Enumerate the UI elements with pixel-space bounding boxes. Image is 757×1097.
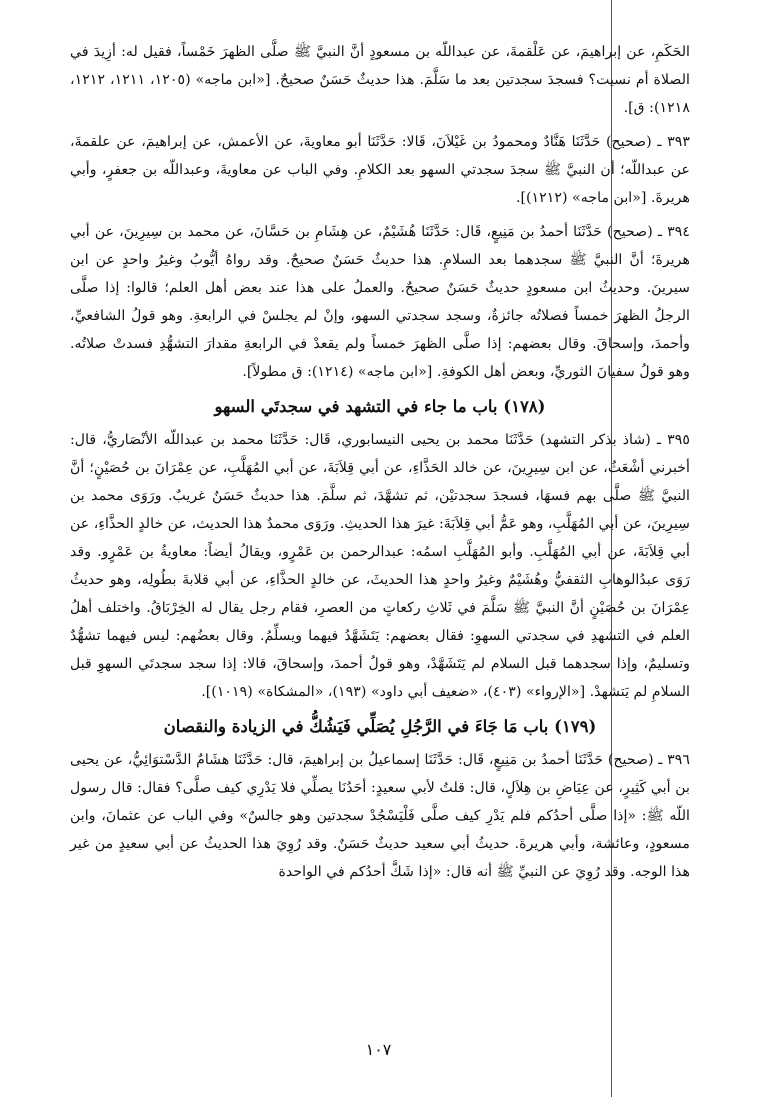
- hadith-395: ٣٩٥ ـ (شاذ بذكر التشهد) حَدَّثَنَا محمد بن يحيى النيسابوري، قَال: حَدَّثَنَا محمد بن عبداللّه الأنْصَاريُّ، قال: أخبرني أشْعَثُ، عن ابن سِيرِينَ، عن خالد الحَذَّاءِ، عن أبي قِلاَبَةَ، عن أبي المُهَلَّبِ، عن عِمْرَانَ بن حُصَيْنٍ؛ أنَّ النبيَّ ﷺ صلَّى بهم فسهَا، فسجدَ سجدتيْن، ثم تشهَّدَ، ثم سلَّمَ. هذا حديثٌ حَسَنٌ غريبٌ. ورَوَى محمد بن سِيرِينَ، عن أبي المُهَلَّبِ، وهو عَمُّ أبي قِلاَبَةَ: غيرَ هذا الحديثِ. ورَوَى محمدٌ هذا الحديث، عن خالدٍ الحذَّاءِ، عن أبي قِلاَبَةَ، عن أبي المُهَلَّبِ. وأبو المُهَلَّبِ اسمُه: عبدالرحمن بن عَمْرٍو، ويقالُ أيضاً: معاويةُ بن عَمْرٍو. وقد رَوَى عبدُالوهابِ الثقفيُّ وهُشَيْمٌ وغيرُ واحدٍ هذا الحديثَ، عن خالدٍ الحذَّاءِ، عن أبي قلابةَ بطُولِه، وهو حديثُ عِمْرَانَ بن حُصَيْنٍ أنَّ النبيَّ ﷺ سَلَّمَ في ثَلاثِ ركعاتٍ من العصرِ، فقام رجل يقال له الخِرْبَاقُ. واختلف أهلُ العلم في التشهدِ في سجدتي السهوِ: فقال بعضهم: يَتَشَهَّدُ فيهما ويسلِّمُ. وقال بعضُهم: ليس فيهما تشهُّدٌ وتسليمٌ، وإذا سجدهما قبل السلام لم يَتَشَهَّدْ، وهو قولُ أحمدَ، وإسحاقَ، قالا: إذا سجد سجدتَي السهوِ قبل السلامِ لم يَتشهدْ. [«الإرواء» (٤٠٣)، «ضعيف أبي داود» (١٩٣)، «المشكاة» (١٠١٩)].: [70, 432, 690, 700]
- paragraph-392-end: الحَكَمِ، عن إبراهيمَ، عن عَلْقمةَ، عن عبداللّه بن مسعودٍ أنَّ النبيَّ ﷺ صلَّى الظهرَ خَمْساً، فقيل له: أزِيدَ في الصلاة أم نسيت؟ فسجدَ سجدتين بعد ما سَلَّمَ. هذا حديثٌ حَسَنٌ صحيحٌ. [«ابن ماجه» (١٢٠٥، ١٢١١، ١٢١٢، ١٢١٨): ق].: [70, 44, 690, 116]
- hadith-394: ٣٩٤ ـ (صحيح) حَدَّثَنَا أحمدُ بن مَنِيعٍ، قَال: حَدَّثَنَا هُشَيْمٌ، عن هِشَامِ بن حَسَّانَ، عن محمد بن سِيرِينَ، عن أبي هريرةَ؛ أنَّ النبيَّ ﷺ سجدهما بعد السلامِ. هذا حديثٌ حَسَنٌ صحيحٌ. وقد رواهُ أيُّوبُ وغيرُ واحدٍ عن ابن سيرينَ. وحديثُ ابن مسعودٍ حديثٌ حَسَنٌ صحيحٌ. والعملُ على هذا عند بعض أهل العلم؛ قالوا: إذا صلَّى الرجلُ الظهرَ خمساً فصلاتُه جائزةٌ، وسجد سجدتي السهو، وإنْ لم يجلسْ في الرابعةِ. وهو قولُ الشافعيِّ، وأحمدَ، وإسحاقَ. وقال بعضهم: إذا صلَّى الظهرَ خمساً ولم يقعدْ في الرابعةِ مقدارَ التشهُّدِ فسدتْ صلاتُه. وهو قولُ سفيانَ الثوريِّ، وبعض أهل الكوفةِ. [«ابن ماجه» (١٢١٤): ق مطولاً].: [70, 224, 690, 380]
- text-column: [70, 38, 690, 892]
- chapter-179-heading: (١٧٩) باب مَا جَاءَ في الرَّجُلِ يُصَلِّي فَيَشُكُّ في الزيادة والنقصان: [163, 717, 597, 736]
- page-number: ١٠٧: [365, 1040, 392, 1059]
- hadith-396: ٣٩٦ ـ (صحيح) حَدَّثَنَا أحمدُ بن مَنِيعٍ، قَال: حَدَّثَنَا إسماعيلُ بن إبراهيمَ، قال: حَدَّثَنَا هشَامٌ الدَّسْتوَائِيُّ، عن يحيى بن أبي كَثِيرٍ، عن عِيَاضِ بن هِلاَلٍ، قال: قلتُ لأبي سعيدٍ: أحَدُنَا يصلِّي فلا يَدْرِي كيف صلَّى؟ فقال: قال رسول اللّه ﷺ: «إذا صلَّى أحدُكم فلم يَدْرِ كيف صلَّى فَلْيَسْجُدْ سجدتين وهو جالسٌ» وفي الباب عن عثمانَ، وابن مسعودٍ، وعائشة، وأبي هريرةَ. حديثُ أبي سعيد حديثٌ حَسَنٌ. وقد رُوِيَ هذا الحديثُ عن أبي سعيدٍ من غير هذا الوجه. وقد رُوِيَ عن النبيِّ ﷺ أنه قال: «إذا شَكَّ أحدُكم في الواحدة: [70, 752, 690, 880]
- hadith-393: ٣٩٣ ـ (صحيح) حَدَّثَنَا هَنَّادٌ ومحمودُ بن غَيْلاَنَ، قَالا: حَدَّثَنَا أبو معاويةَ، عن الأعمش، عن إبراهيمَ، عن علقمةَ، عن عبداللّه؛ أن النبيَّ ﷺ سجدَ سجدتي السهو بعد الكلامِ. وفي الباب عن معاويةَ، وعبداللّه بن جعفرٍ، وأبي هريرةَ. [«ابن ماجه» (١٢١٢)].: [70, 134, 690, 206]
- chapter-178-heading: (١٧٨) باب ما جاء في التشهد في سجدتَي السهو: [214, 397, 546, 416]
